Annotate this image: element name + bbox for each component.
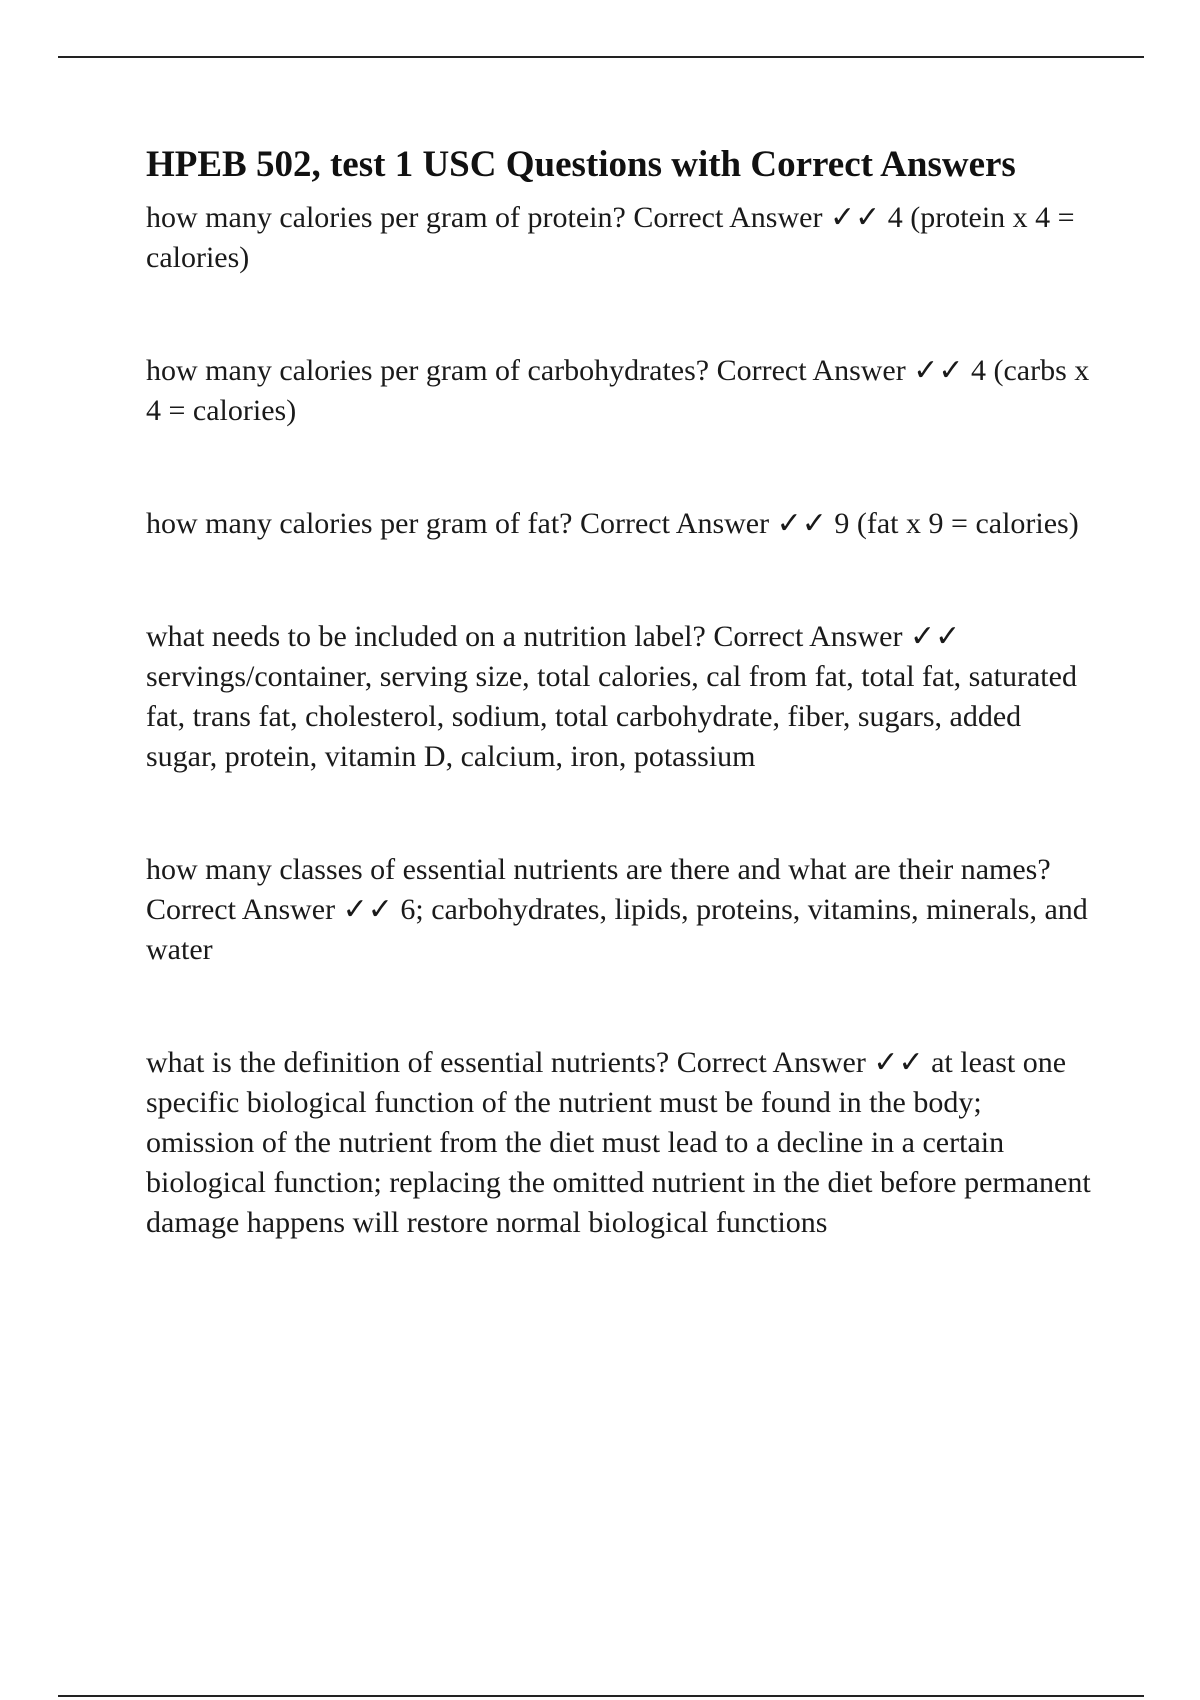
answer-label: Correct Answer ✓✓ (580, 507, 827, 540)
question-text: what needs to be included on a nutrition label? (146, 620, 706, 653)
answer-text: 6; carbohydrates, lipids, proteins, vitamins, minerals, and water (146, 893, 1088, 966)
question-text: how many calories per gram of carbohydrates? (146, 354, 710, 387)
question-text: how many calories per gram of fat? (146, 507, 573, 540)
question-text: how many classes of essential nutrients are there and what are their names? (146, 853, 1051, 886)
answer-label: Correct Answer ✓✓ (713, 620, 961, 653)
qa-item (146, 617, 1092, 777)
answer-text: at least one specific biological function of the nutrient must be found in the body; omission of the nutrient from the diet must lead to a decline in a certain biological function; replacing the omitted nutrient in the diet before permanent damage happens will restore normal biological functions (146, 1046, 1091, 1239)
answer-text: servings/container, serving size, total calories, cal from fat, total fat, saturated fat, trans fat, cholesterol, sodium, total carbohydrate, fiber, sugars, added sugar, protein, vitamin D, calcium, iron, potassium (146, 660, 1077, 773)
header-divider (58, 56, 1144, 58)
answer-text: 4 (carbs x 4 = calories) (146, 354, 1090, 427)
answer-text: 4 (protein x 4 = calories) (146, 201, 1075, 274)
answer-text: 9 (fat x 9 = calories) (834, 507, 1079, 540)
question-text: what is the definition of essential nutrients? (146, 1046, 670, 1079)
page-title: HPEB 502, test 1 USC Questions with Correct Answers (146, 144, 1016, 185)
qa-item (146, 198, 1092, 278)
question-text: how many calories per gram of protein? (146, 201, 626, 234)
qa-item (146, 351, 1092, 431)
answer-label: Correct Answer ✓✓ (633, 201, 881, 234)
answer-label: Correct Answer ✓✓ (716, 354, 964, 387)
qa-item (146, 504, 1092, 544)
answer-label: Correct Answer ✓✓ (676, 1046, 924, 1079)
qa-item (146, 1043, 1092, 1243)
footer-divider (58, 1695, 1144, 1697)
qa-item (146, 850, 1092, 970)
answer-label: Correct Answer ✓✓ (146, 893, 393, 926)
document-body (146, 140, 1092, 1316)
